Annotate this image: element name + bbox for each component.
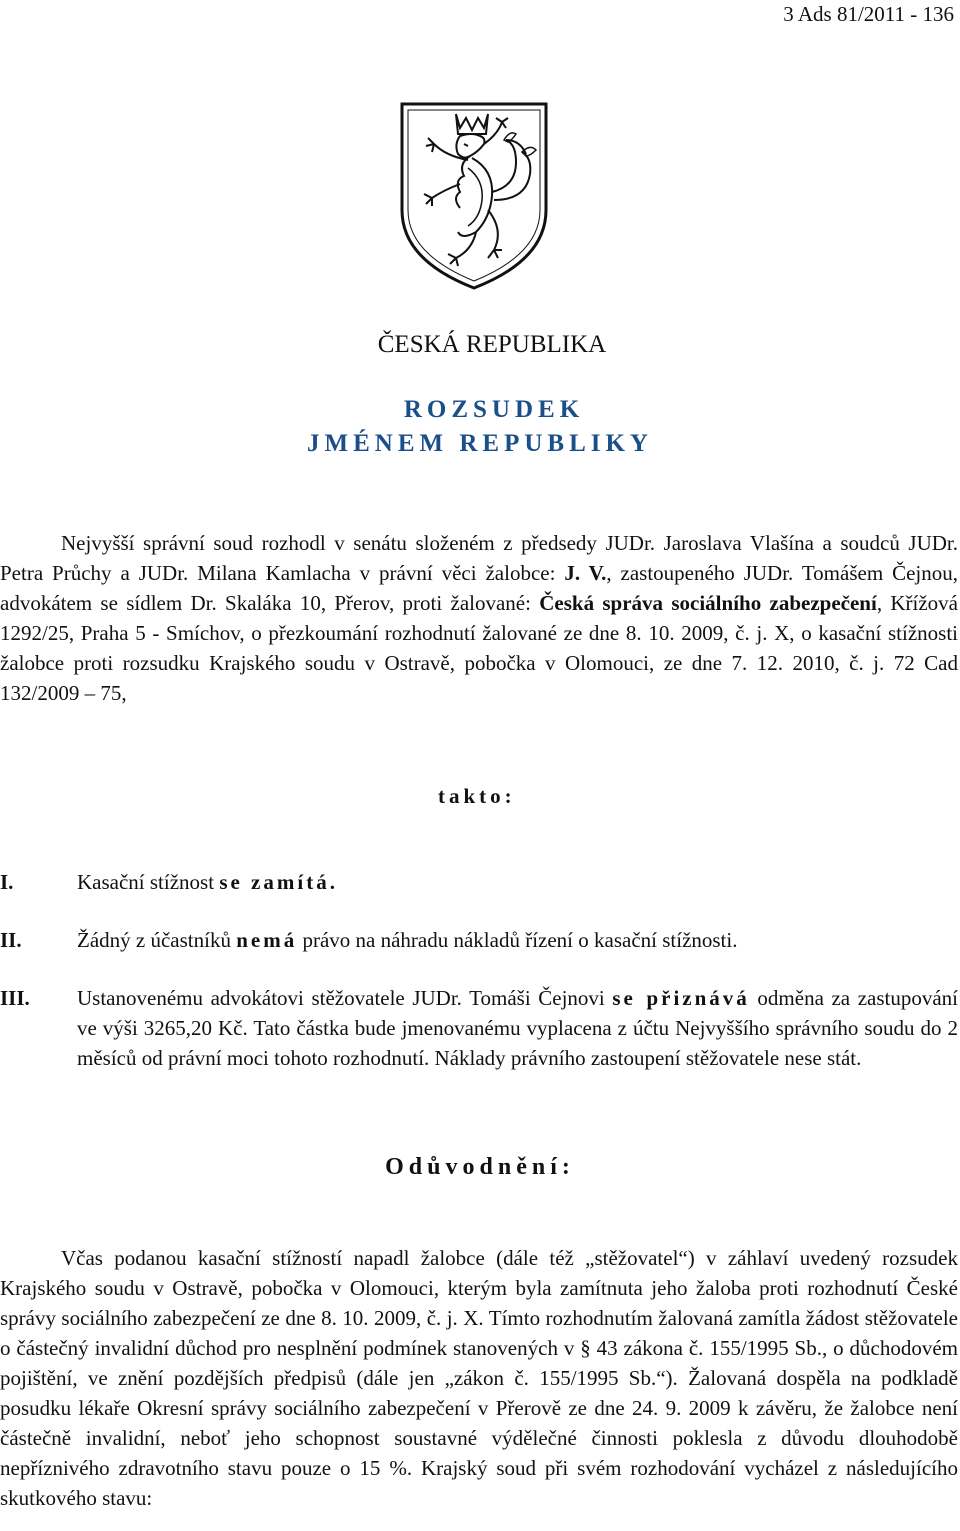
reasoning-paragraph: Včas podanou kasační stížností napadl žalobce (dále též „stěžovatel“) v záhlaví uvedený rozsudek Krajského soudu v Ostravě, pobočka v Olomouci, kterým byla zamítnuta jeho žaloba proti rozhodnutí České správy sociálního zabezpečení ze dne 8. 10. 2009, č. j. X. Tímto rozhodnutím žalovaná zamítla žádost stěžovatele o částečný invalidní důchod pro nesplnění podmínek stanovených v § 43 zákona č. 155/1995 Sb., o důchodovém pojištění, ve znění pozdějších předpisů (dále jen „zákon č. 155/1995 Sb.“). Žalovaná dospěla na podkladě posudku lékaře Okresní správy sociálního zabezpečení v Přerově ze dne 24. 9. 2009 k závěru, že žalobce není částečně invalidní, neboť jeho schopnost soustavné výdělečné činnosti poklesla z důvodu dlouhodobě nepříznivého zdravotního stavu pouze o 15 %. Krajský soud při svém rozhodování vycházel z následujícího skutkového stavu: [0, 1246, 958, 1510]
verdict-number: I. [0, 870, 14, 894]
verdict-text [77, 983, 958, 1073]
defendant-name: Česká správa sociálního zabezpečení [539, 591, 877, 615]
plaintiff-name: J. V. [564, 561, 607, 585]
in-name-of-republic-heading: JMÉNEM REPUBLIKY [307, 430, 653, 457]
verdict-text-part: Ustanovenému advokátovi stěžovatele JUDr. Tomáši Čejnovi [77, 986, 613, 1010]
verdict-emphasis: se přiznává [612, 986, 750, 1010]
intro-text-1: Nejvyšší správní soud rozhodl v senátu složeném z předsedy JUDr. Jaroslava Vlašína a soudců JUDr. Petra Průchy a JUDr. Milana Kamlacha v právní věci žalobce: [0, 531, 958, 585]
verdict-text [77, 867, 958, 897]
country-heading: ČESKÁ REPUBLIKA [377, 331, 607, 358]
verdict-text-end: právo na náhradu nákladů řízení o kasační stížnosti. [297, 928, 738, 952]
verdict-emphasis: se zamítá [219, 870, 330, 894]
verdict-number: II. [0, 928, 22, 952]
verdict-text [77, 925, 958, 955]
intro-paragraph [0, 528, 958, 708]
verdict-text-end: . [329, 870, 335, 894]
takto-heading: takto: [438, 784, 516, 808]
verdict-number: III. [0, 986, 30, 1010]
judgment-heading: ROZSUDEK [403, 396, 585, 423]
verdict-text-part: Žádný z účastníků [77, 928, 237, 952]
verdict-emphasis: nemá [236, 928, 298, 952]
intro-text-3: , Křížová 1292/25, Praha 5 - Smíchov, o přezkoumání rozhodnutí žalované ze dne 8. 10. 2009, č. j. X, o kasační stížnosti žalobce proti rozsudku Krajského soudu v Ostravě, pobočka v Olomouci, ze dne 7. 12. 2010, č. j. 72 Cad 132/2009 – 75, [0, 591, 958, 705]
reasoning-heading: Odůvodnění: [385, 1154, 575, 1180]
czech-lion-coat-of-arms-icon [398, 100, 550, 292]
intro-text-2: , zastoupeného JUDr. Tomášem Čejnou, advokátem se sídlem Dr. Skaláka 10, Přerov, proti žalované: [0, 561, 958, 615]
verdict-text-end: odměna za zastupování ve výši 3265,20 Kč. Tato částka bude jmenovanému vyplacena z účtu Nejvyššího správního soudu do 2 měsíců od právní moci tohoto rozhodnutí. Náklady právního zastoupení stěžovatele nese stát. [77, 986, 959, 1070]
verdict-text-part: Kasační stížnost [77, 870, 220, 894]
case-number: 3 Ads 81/2011 - 136 [783, 2, 954, 26]
